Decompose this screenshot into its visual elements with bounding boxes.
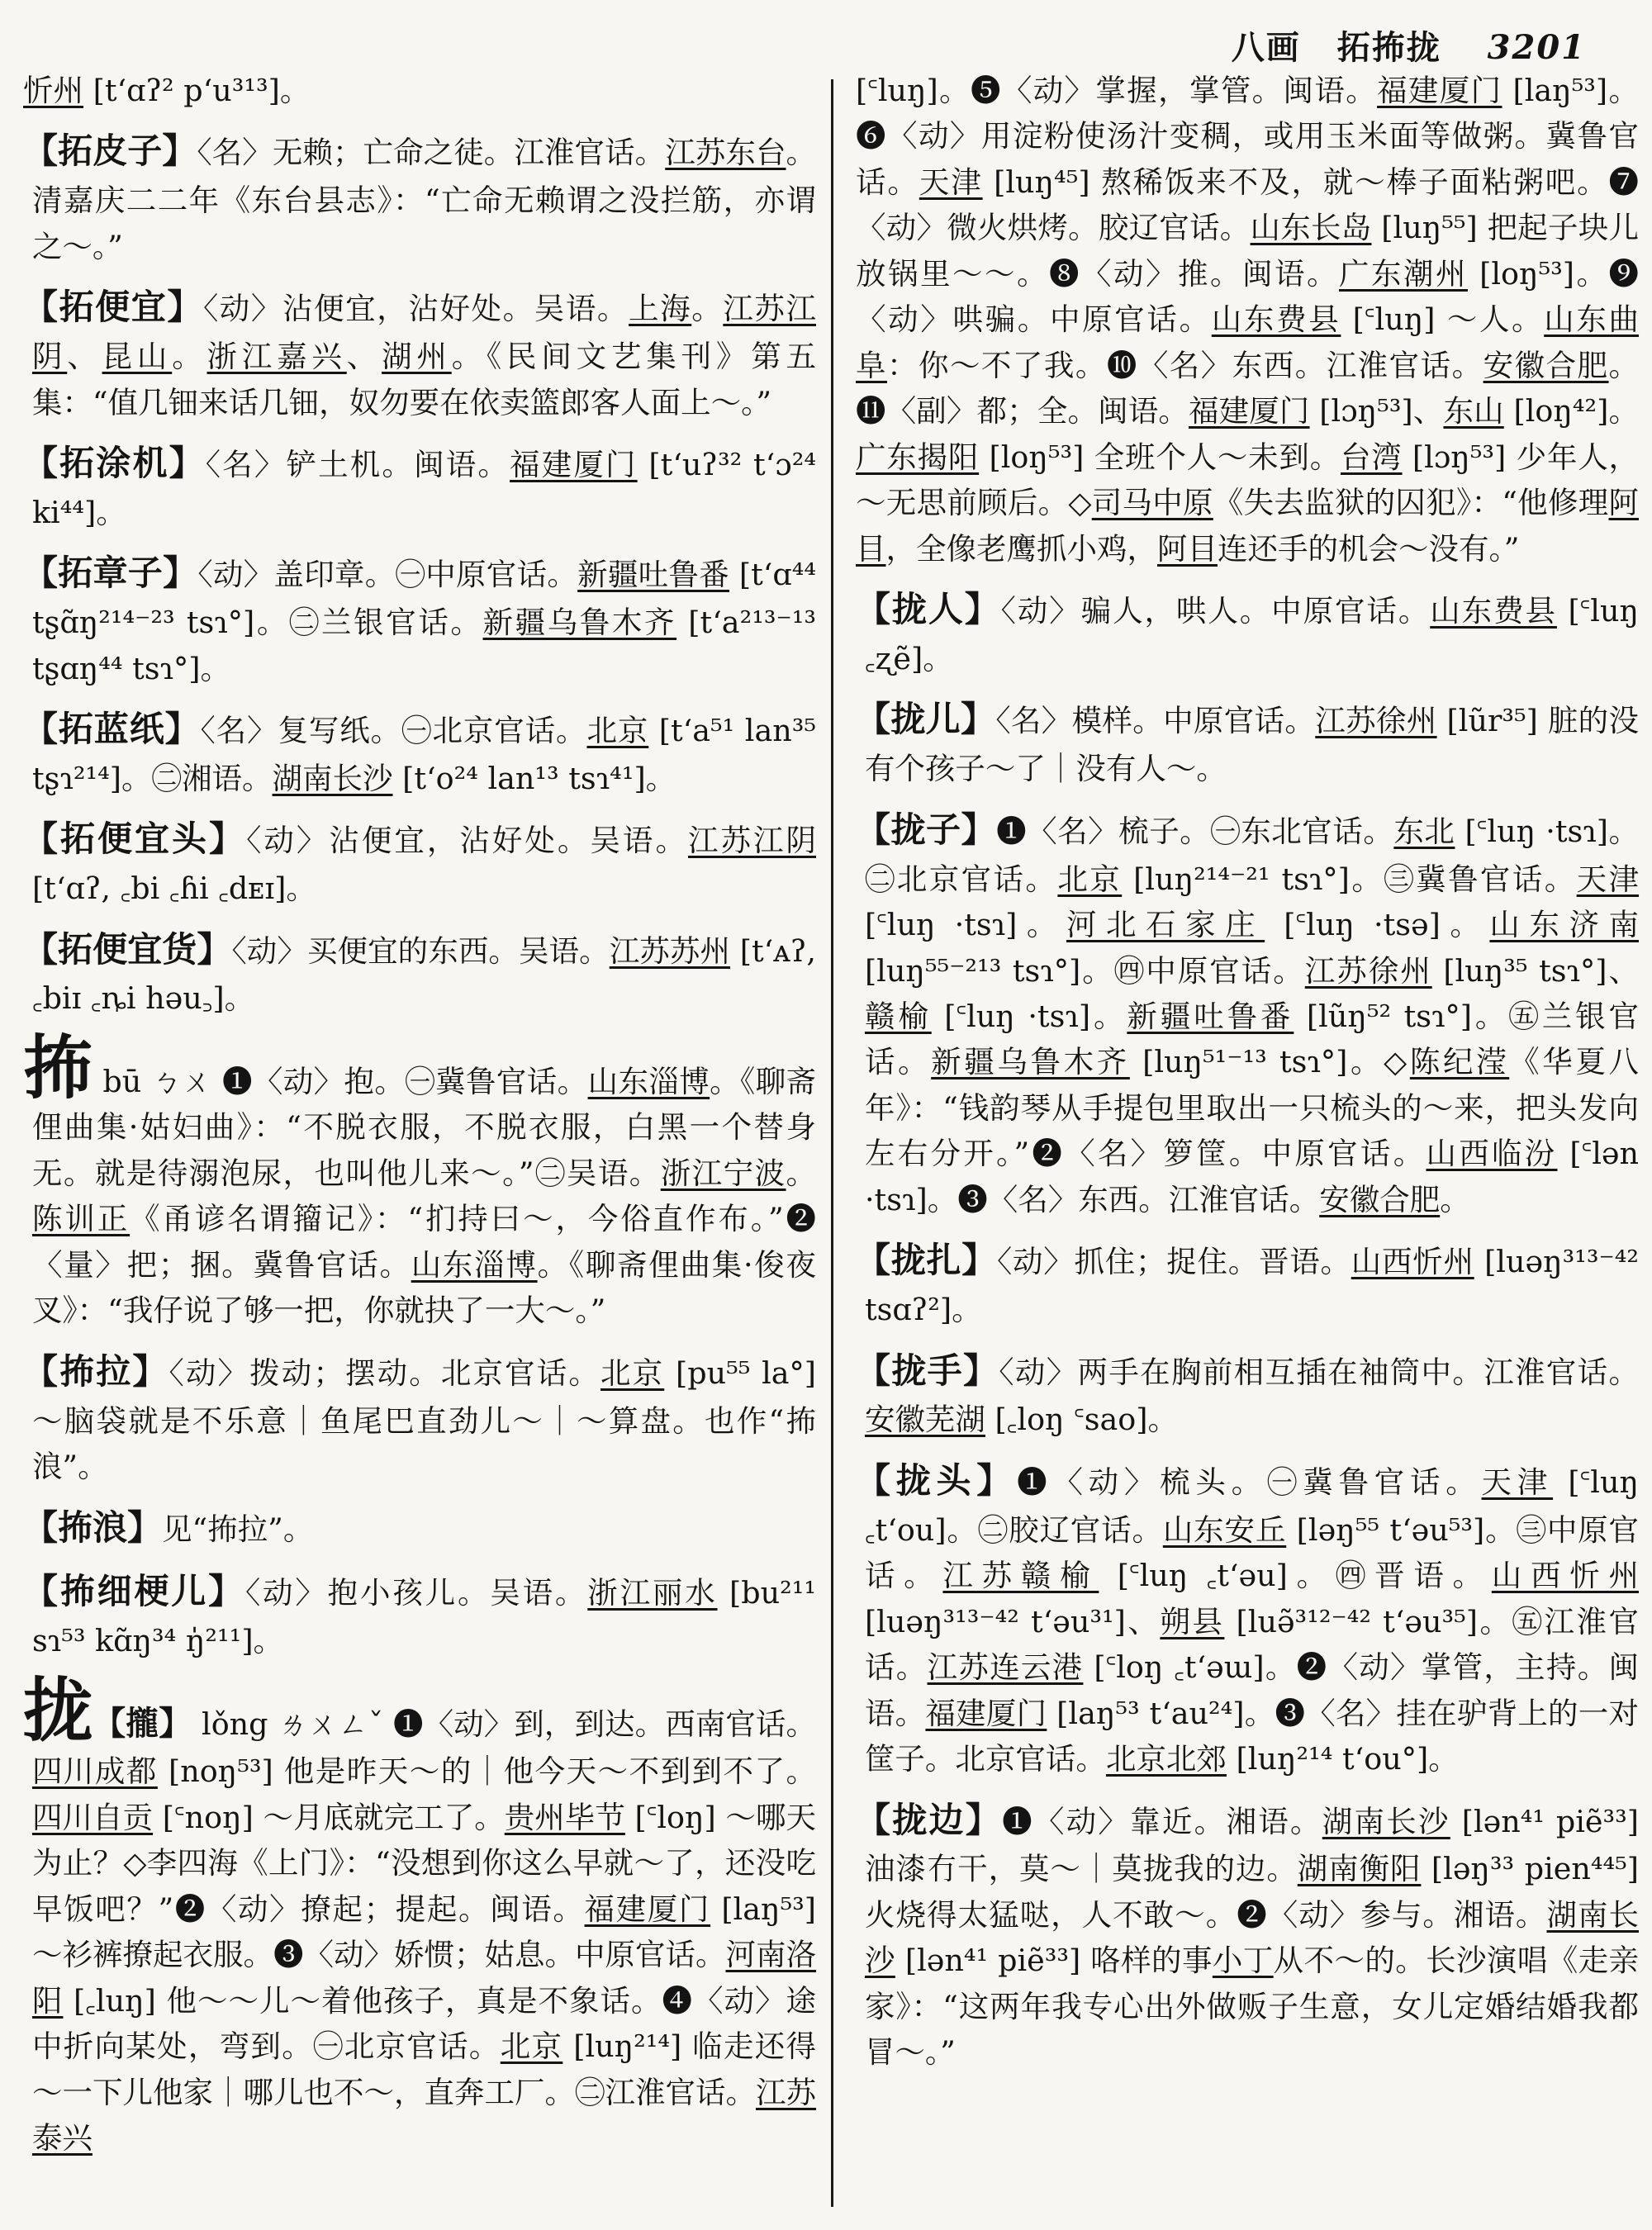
place-name: 山西临汾 bbox=[1426, 1136, 1558, 1172]
definition-text: 〈动〉抓住；捉住。晋语。 bbox=[997, 1244, 1351, 1280]
definition-text: [luŋ²¹⁴⁻²¹ tsɿ°]。㊂冀鲁官话。 bbox=[1122, 861, 1577, 897]
head-chars: 拓抪拢 bbox=[1336, 28, 1441, 67]
definition-text: 、 bbox=[346, 339, 382, 375]
definition-text: 〈动〉骗人，哄人。中原官话。 bbox=[1000, 593, 1431, 629]
headword: 【拓皮子】 bbox=[23, 130, 197, 172]
definition-text: 〈动〉两手在胸前相互插在袖筒中。江淮官话。 bbox=[999, 1354, 1639, 1390]
place-name: 新疆吐鲁番 bbox=[1127, 998, 1294, 1034]
place-name: 阿目 bbox=[856, 485, 1639, 567]
place-name: 山西忻州 bbox=[1351, 1244, 1474, 1280]
place-name: 广东揭阳 bbox=[856, 439, 980, 475]
definition-text: [lɔŋ⁵³] 少年人，～无思前顾后。◇ bbox=[856, 439, 1640, 521]
definition-text: 连还手的机会～没有。” bbox=[1218, 530, 1520, 567]
place-name: 北京 bbox=[586, 713, 649, 749]
definition-text: ❶〈名〉梳子。㊀东北官话。 bbox=[996, 813, 1394, 849]
place-name: 山东安丘 bbox=[1162, 1511, 1287, 1548]
place-name: 新疆吐鲁番 bbox=[577, 557, 729, 593]
place-name: 台湾 bbox=[1340, 439, 1403, 475]
definition-text: [bu²¹¹ sɿ⁵³ kɑ̃ŋ³⁴ ŋ̍²¹¹]。 bbox=[31, 1575, 816, 1659]
definition-text: [loŋ⁵³] 全班个人～未到。 bbox=[979, 439, 1341, 475]
pronunciation: bū ㄅㄨ bbox=[93, 1063, 222, 1099]
definition-text: [ləŋ⁵⁵ tʻəu⁵³]。㊂中原官话。 bbox=[864, 1511, 1640, 1594]
definition-text: [꜂luŋ ꜀ʐẽ]。 bbox=[864, 593, 1639, 676]
headword: 【拓涂机】 bbox=[23, 443, 206, 483]
page-header bbox=[0, 15, 1652, 67]
headword: 【拓便宜】 bbox=[23, 287, 203, 328]
definition-text: [꜂luŋ ·tsɿ]。 bbox=[864, 907, 1066, 943]
definition-text: ：你～不了我。❿〈名〉东西。江淮官话。 bbox=[886, 347, 1483, 383]
dictionary-entry bbox=[856, 68, 1639, 572]
definition-text: ❶〈动〉抱。㊀冀鲁官话。 bbox=[221, 1063, 588, 1099]
place-name: 福建厦门 bbox=[584, 1891, 711, 1927]
dictionary-entry bbox=[23, 547, 816, 691]
definition-text: 〈动〉盖印章。㊀中原官话。 bbox=[197, 557, 578, 593]
definition-text: [luə̃³¹²⁻⁴² tʻəu³⁵]。㊄江淮官话。 bbox=[864, 1603, 1639, 1686]
place-name: 湖南长沙 bbox=[1322, 1803, 1450, 1839]
dictionary-entry bbox=[23, 1502, 816, 1554]
headword: 【拢人】 bbox=[856, 589, 1001, 630]
place-name: 山东费县 bbox=[1430, 593, 1557, 629]
dictionary-entry bbox=[23, 703, 816, 801]
place-name: 北京 bbox=[500, 2028, 563, 2065]
place-name: 天津 bbox=[919, 164, 983, 200]
place-name: 广东潮州 bbox=[1339, 255, 1468, 292]
definition-text: [꜂luŋ] ～人。 bbox=[1341, 301, 1545, 338]
place-name: 忻州 bbox=[23, 73, 83, 108]
place-name: 四川成都 bbox=[31, 1753, 158, 1790]
definition-text: 从不～的。长沙演唱《走亲家》：“这两年我专心出外做贩子生意，女儿定婚结婚我都冒～。” bbox=[864, 1943, 1640, 2071]
definition-text: [꜂luŋ]。❺〈动〉掌握，掌管。闽语。 bbox=[856, 73, 1378, 108]
headword: 【拢扎】 bbox=[856, 1240, 997, 1281]
dictionary-entry bbox=[23, 1026, 817, 1334]
place-name: 四川自贡 bbox=[31, 1799, 154, 1835]
definition-text: 《失去监狱的囚犯》：“他修理 bbox=[1213, 485, 1609, 521]
definition-text: 〈名〉复写纸。㊀北京官话。 bbox=[200, 713, 587, 749]
headword-character: 抪 bbox=[23, 1026, 93, 1108]
definition-text: [tʻɑʔ, ꜀bi ꜀ɦi ꜀dᴇɪ]。 bbox=[31, 871, 316, 907]
definition-text: [loŋ⁴²]。 bbox=[1503, 393, 1639, 429]
definition-text: 、 bbox=[67, 339, 102, 375]
dictionary-entry bbox=[23, 437, 816, 535]
dictionary-entry bbox=[23, 281, 816, 425]
place-name: 天津 bbox=[1481, 1464, 1554, 1500]
place-name: 小丁 bbox=[1212, 1943, 1274, 1979]
definition-text: [pu⁵⁵ la°] ～脑袋就是不乐意｜鱼尾巴直劲儿～｜～算盘。也作“抪浪”。 bbox=[31, 1355, 816, 1485]
place-name: 阿目 bbox=[1157, 530, 1218, 567]
place-name: 福建厦门 bbox=[1189, 393, 1310, 429]
headword: 【拢头】 bbox=[856, 1459, 1018, 1501]
definition-text: [laŋ⁵³ tʻau²⁴]。❸〈名〉挂在驴背上的一对筐子。北京官话。 bbox=[864, 1695, 1640, 1777]
place-name: 湖南长沙 bbox=[272, 760, 393, 796]
page-number: 3201 bbox=[1487, 28, 1586, 67]
definition-text: 。《聊斋俚曲集·姑妇曲》：“不脱衣服，不脱衣服，白黑一个替身无。就是待溺泡尿，也叫他儿来～。”㊁吴语。 bbox=[31, 1063, 817, 1191]
column-divider bbox=[831, 79, 833, 2207]
place-name: 福建厦门 bbox=[510, 447, 638, 482]
definition-text: 《甬谚名谓籀记》：“扪持曰～，今俗直作布。”❷〈量〉把；捆。冀鲁官话。 bbox=[31, 1201, 816, 1283]
place-name: 新疆乌鲁木齐 bbox=[482, 605, 677, 641]
definition-text: [lən⁴¹ piẽ³³] 油漆冇干，莫～｜莫拢我的边。 bbox=[864, 1803, 1639, 1887]
place-name: 山东济南 bbox=[1489, 907, 1639, 943]
definition-text: 〈动〉拨动；摆动。北京官话。 bbox=[169, 1355, 601, 1391]
definition-text: [꜂luŋ ·tsɿ]。㊁北京官话。 bbox=[864, 813, 1640, 897]
place-name: 湖南长沙 bbox=[864, 1896, 1639, 1979]
definition-text: [tʻuʔ³² tʻɔ²⁴ ki⁴⁴]。 bbox=[31, 447, 816, 530]
definition-text: [꜂noŋ] ～月底就完工了。 bbox=[153, 1799, 505, 1835]
headword: 【拢手】 bbox=[856, 1350, 999, 1391]
definition-text: 见“抪拉”。 bbox=[162, 1511, 314, 1547]
definition-text: [lən⁴¹ piẽ³³] 咯样的事 bbox=[895, 1943, 1213, 1979]
place-name: 浙江宁波 bbox=[660, 1155, 786, 1191]
place-name: 赣榆 bbox=[864, 998, 932, 1034]
definition-text: [ləŋ³³ pien⁴⁴⁵] 火烧得太猛哒，人不敢～。❷〈动〉参与。湘语。 bbox=[864, 1851, 1639, 1933]
definition-text: [luəŋ³¹³⁻⁴² tsɑʔ²]。 bbox=[864, 1244, 1640, 1328]
dictionary-entry bbox=[856, 1234, 1639, 1332]
place-name: 福建厦门 bbox=[925, 1695, 1047, 1731]
definition-text: [꜀luŋ] 他～～儿～着他孩子，真是不象话。❹〈动〉途中折向某处，弯到。㊀北京官话。 bbox=[31, 1982, 816, 2065]
place-name: 江苏泰兴 bbox=[31, 2074, 817, 2156]
place-name: 昆山 bbox=[102, 339, 173, 375]
definition-text: ❶〈动〉靠近。湘语。 bbox=[1002, 1803, 1322, 1839]
definition-text: [lũr³⁵] 脏的没有个孩子～了｜没有人～。 bbox=[864, 703, 1640, 787]
definition-text: [luŋ⁵⁵⁻²¹³ tsɿ°]。㊃中原官话。 bbox=[864, 952, 1305, 989]
definition-text: ❶〈动〉梳头。㊀冀鲁官话。 bbox=[1017, 1464, 1482, 1500]
section-label: 八画 bbox=[1231, 28, 1301, 67]
dictionary-entry bbox=[856, 693, 1639, 791]
place-name: 上海 bbox=[629, 291, 692, 327]
place-name: 山东曲阜 bbox=[856, 301, 1640, 383]
definition-text: 〈动〉抱小孩儿。吴语。 bbox=[244, 1575, 588, 1611]
place-name: 东山 bbox=[1443, 393, 1504, 429]
definition-text: [luəŋ³¹³⁻⁴² tʻəu³¹]、 bbox=[864, 1603, 1161, 1639]
place-name: 山东淄博 bbox=[587, 1063, 710, 1099]
dictionary-entry bbox=[23, 68, 816, 113]
definition-text: [luŋ⁵⁵] 把起子块儿放锅里～～。❽〈动〉推。闽语。 bbox=[856, 210, 1640, 292]
place-name: 天津 bbox=[1576, 861, 1640, 897]
place-name: 朔县 bbox=[1160, 1603, 1225, 1639]
headword: 【拓章子】 bbox=[23, 553, 198, 594]
definition-text: [luŋ⁵¹⁻¹³ tsɿ°]。◇ bbox=[1129, 1044, 1410, 1080]
dictionary-entry bbox=[856, 804, 1639, 1223]
place-name: 安徽芜湖 bbox=[864, 1402, 985, 1438]
place-name: 东北 bbox=[1393, 813, 1455, 849]
definition-text: 〈动〉买便宜的东西。吴语。 bbox=[231, 932, 610, 969]
definition-text: ，全像老鹰抓小鸡， bbox=[885, 530, 1157, 567]
definition-text: 。 bbox=[172, 339, 207, 375]
dictionary-entry bbox=[23, 923, 816, 1022]
headword: 【拢儿】 bbox=[856, 699, 996, 740]
definition-text: 。《民间文艺集刊》第五集：“值几钿来话几钿，奴勿要在依卖篮郎客人面上～。” bbox=[31, 339, 817, 420]
definition-text: [꜂lən ·tsɿ]。❸〈名〉东西。江淮官话。 bbox=[864, 1136, 1639, 1217]
dictionary-entry bbox=[856, 583, 1639, 681]
place-name: 贵州毕节 bbox=[504, 1799, 625, 1835]
place-name: 江苏赣榆 bbox=[942, 1558, 1099, 1594]
definition-text: 。 bbox=[691, 291, 724, 327]
definition-text: [꜂luŋ ꜀tʻəu]。㊃晋语。 bbox=[1099, 1558, 1492, 1594]
place-name: 新疆乌鲁木齐 bbox=[931, 1044, 1130, 1080]
definition-text: [tʻᴀʔ, ꜀biɪ ꜀ȵi həu꜆]。 bbox=[31, 932, 817, 1017]
dictionary-entry bbox=[23, 1668, 817, 2161]
place-name: 司马中原 bbox=[1091, 485, 1213, 521]
place-name: 北京 bbox=[1057, 861, 1123, 897]
definition-text: ❶〈动〉到，到达。西南官话。 bbox=[392, 1706, 817, 1742]
dictionary-entry bbox=[23, 125, 816, 269]
place-name: 浙江丽水 bbox=[587, 1575, 718, 1611]
definition-text: [꜂loŋ] ～哪天为止？◇李四海《上门》：“没想到你这么早就～了，还没吃早饭吧？”❷〈动〉撩起；提起。闽语。 bbox=[31, 1799, 816, 1927]
definition-text: 。《聊斋俚曲集·俊夜叉》：“我仔说了够一把，你就抉了一大～。” bbox=[31, 1246, 817, 1329]
headword: 【抪拉】 bbox=[23, 1350, 169, 1392]
definition-text: [꜂loŋ ꜀tʻəɯ]。❷〈动〉掌管，主持。闽语。 bbox=[864, 1649, 1639, 1731]
place-name: 山东费县 bbox=[1211, 301, 1341, 338]
definition-text: [loŋ⁵³]。❾〈动〉哄骗。中原官话。 bbox=[856, 255, 1640, 338]
place-name: 福建厦门 bbox=[1377, 73, 1502, 108]
headword: 【拓蓝纸】 bbox=[23, 709, 201, 750]
definition-text: [tʻɑ⁴⁴ tʂɑ̃ŋ²¹⁴⁻²³ tsɿ°]。㊁兰银官话。 bbox=[31, 557, 816, 641]
headword: 【抪浪】 bbox=[23, 1506, 163, 1548]
definition-text: [tʻo²⁴ lan¹³ tsɿ⁴¹]。 bbox=[392, 760, 676, 796]
headword: 【拓便宜头】 bbox=[23, 818, 247, 860]
place-name: 湖州 bbox=[382, 339, 452, 375]
place-name: 安徽合肥 bbox=[1319, 1181, 1441, 1217]
definition-text: 〈名〉模样。中原官话。 bbox=[995, 703, 1316, 739]
definition-text: [꜀loŋ ꜂sao]。 bbox=[985, 1402, 1179, 1438]
running-head bbox=[1232, 21, 1586, 69]
place-name: 江苏连云港 bbox=[927, 1649, 1084, 1686]
place-name: 河北石家庄 bbox=[1066, 907, 1265, 943]
definition-text: 《华夏八年》：“钱韵琴从手提包里取出一只梳头的～来，把头发向左右分开。”❷〈名〉箩筐。中原官话。 bbox=[864, 1044, 1640, 1172]
definition-text: [tʻɑʔ² pʻu³¹³]。 bbox=[83, 73, 311, 108]
place-name: 北京 bbox=[600, 1355, 665, 1391]
place-name: 浙江嘉兴 bbox=[206, 339, 347, 375]
headword: 【抪细梗儿】 bbox=[23, 1571, 245, 1612]
headword: 【拢子】 bbox=[856, 809, 997, 850]
definition-text: 。 bbox=[786, 1155, 817, 1191]
definition-text: [noŋ⁵³] 他是昨天～的｜他今天～不到到不了。 bbox=[157, 1753, 816, 1790]
place-name: 山西忻州 bbox=[1491, 1558, 1640, 1594]
place-name: 山东淄博 bbox=[411, 1246, 538, 1283]
traditional-form: 【攏】 bbox=[93, 1703, 192, 1743]
definition-text: [lũŋ⁵² tsɿ°]。㊄兰银官话。 bbox=[864, 998, 1640, 1080]
place-name: 江苏徐州 bbox=[1315, 703, 1437, 739]
definition-text: [꜂luŋ ·tsə]。 bbox=[1265, 907, 1490, 943]
place-name: 陈纪滢 bbox=[1409, 1044, 1510, 1080]
place-name: 安徽合肥 bbox=[1483, 347, 1609, 383]
place-name: 江苏苏州 bbox=[609, 932, 731, 969]
definition-text: [laŋ⁵³]。❻〈动〉用淀粉使汤汁变稠，或用玉米面等做粥。冀鲁官话。 bbox=[856, 73, 1639, 200]
dictionary-entry bbox=[23, 1565, 816, 1663]
definition-text: [luŋ²¹⁴] 临走还得～一下儿他家｜哪儿也不～，直奔工厂。㊁江淮官话。 bbox=[31, 2028, 817, 2110]
headword-character: 拢 bbox=[23, 1668, 93, 1751]
definition-text: [꜂luŋ ꜀tʻou]。㊁胶辽官话。 bbox=[864, 1464, 1639, 1548]
pronunciation: lǒng ㄌㄨㄥˇ bbox=[192, 1706, 393, 1742]
place-name: 江苏东台 bbox=[665, 135, 786, 171]
right-column bbox=[856, 68, 1639, 2213]
definition-text: 〈动〉沾便宜，沾好处。吴语。 bbox=[246, 823, 688, 859]
dictionary-entry bbox=[23, 813, 816, 911]
place-name: 北京北郊 bbox=[1105, 1741, 1227, 1777]
definition-text: 。清嘉庆二二年《东台县志》：“亡命无赖谓之没拦筋，亦谓之～。” bbox=[31, 135, 817, 264]
definition-text: [꜂luŋ ·tsɿ]。 bbox=[931, 998, 1127, 1034]
headword: 【拓便宜货】 bbox=[23, 928, 232, 970]
dictionary-entry bbox=[856, 1454, 1639, 1782]
definition-text: 〈名〉铲土机。闽语。 bbox=[205, 447, 510, 482]
definition-text: [tʻa²¹³⁻¹³ tʂɑŋ⁴⁴ tsɿ°]。 bbox=[31, 605, 816, 686]
definition-text: [lɔŋ⁵³]、 bbox=[1309, 393, 1444, 429]
definition-text: [laŋ⁵³] ～衫裤撩起衣服。❸〈动〉娇惯；姑息。中原官话。 bbox=[31, 1891, 817, 1973]
headword: 【拢边】 bbox=[856, 1799, 1003, 1840]
definition-text: [tʻa⁵¹ lan³⁵ tʂɿ²¹⁴]。㊁湘语。 bbox=[31, 713, 817, 796]
place-name: 江苏江阴 bbox=[31, 291, 816, 375]
definition-text: 〈动〉沾便宜，沾好处。吴语。 bbox=[202, 291, 629, 327]
dictionary-entry bbox=[856, 1794, 1639, 2076]
place-name: 陈训正 bbox=[31, 1201, 131, 1237]
left-column bbox=[23, 68, 816, 2213]
definition-text: 。⓫〈副〉都；全。闽语。 bbox=[856, 347, 1640, 429]
dictionary-entry bbox=[23, 1345, 816, 1490]
dictionary-entry bbox=[856, 1345, 1639, 1443]
place-name: 河南洛阳 bbox=[31, 1937, 817, 2019]
place-name: 湖南衡阳 bbox=[1297, 1851, 1422, 1887]
definition-text: [luŋ³⁵ tsɿ°]、 bbox=[1431, 952, 1640, 989]
definition-text: [luŋ²¹⁴ tʻou°]。 bbox=[1226, 1741, 1459, 1777]
place-name: 山东长岛 bbox=[1250, 210, 1372, 246]
place-name: 江苏徐州 bbox=[1304, 952, 1432, 989]
definition-text: [luŋ⁴⁵] 熬稀饭来不及，就～棒子面粘粥吧。❼〈动〉微火烘烤。胶辽官话。 bbox=[856, 164, 1640, 246]
definition-text: 〈名〉无赖；亡命之徒。江淮官话。 bbox=[197, 135, 666, 171]
place-name: 江苏江阴 bbox=[687, 823, 816, 859]
definition-text: 。 bbox=[1440, 1181, 1470, 1217]
